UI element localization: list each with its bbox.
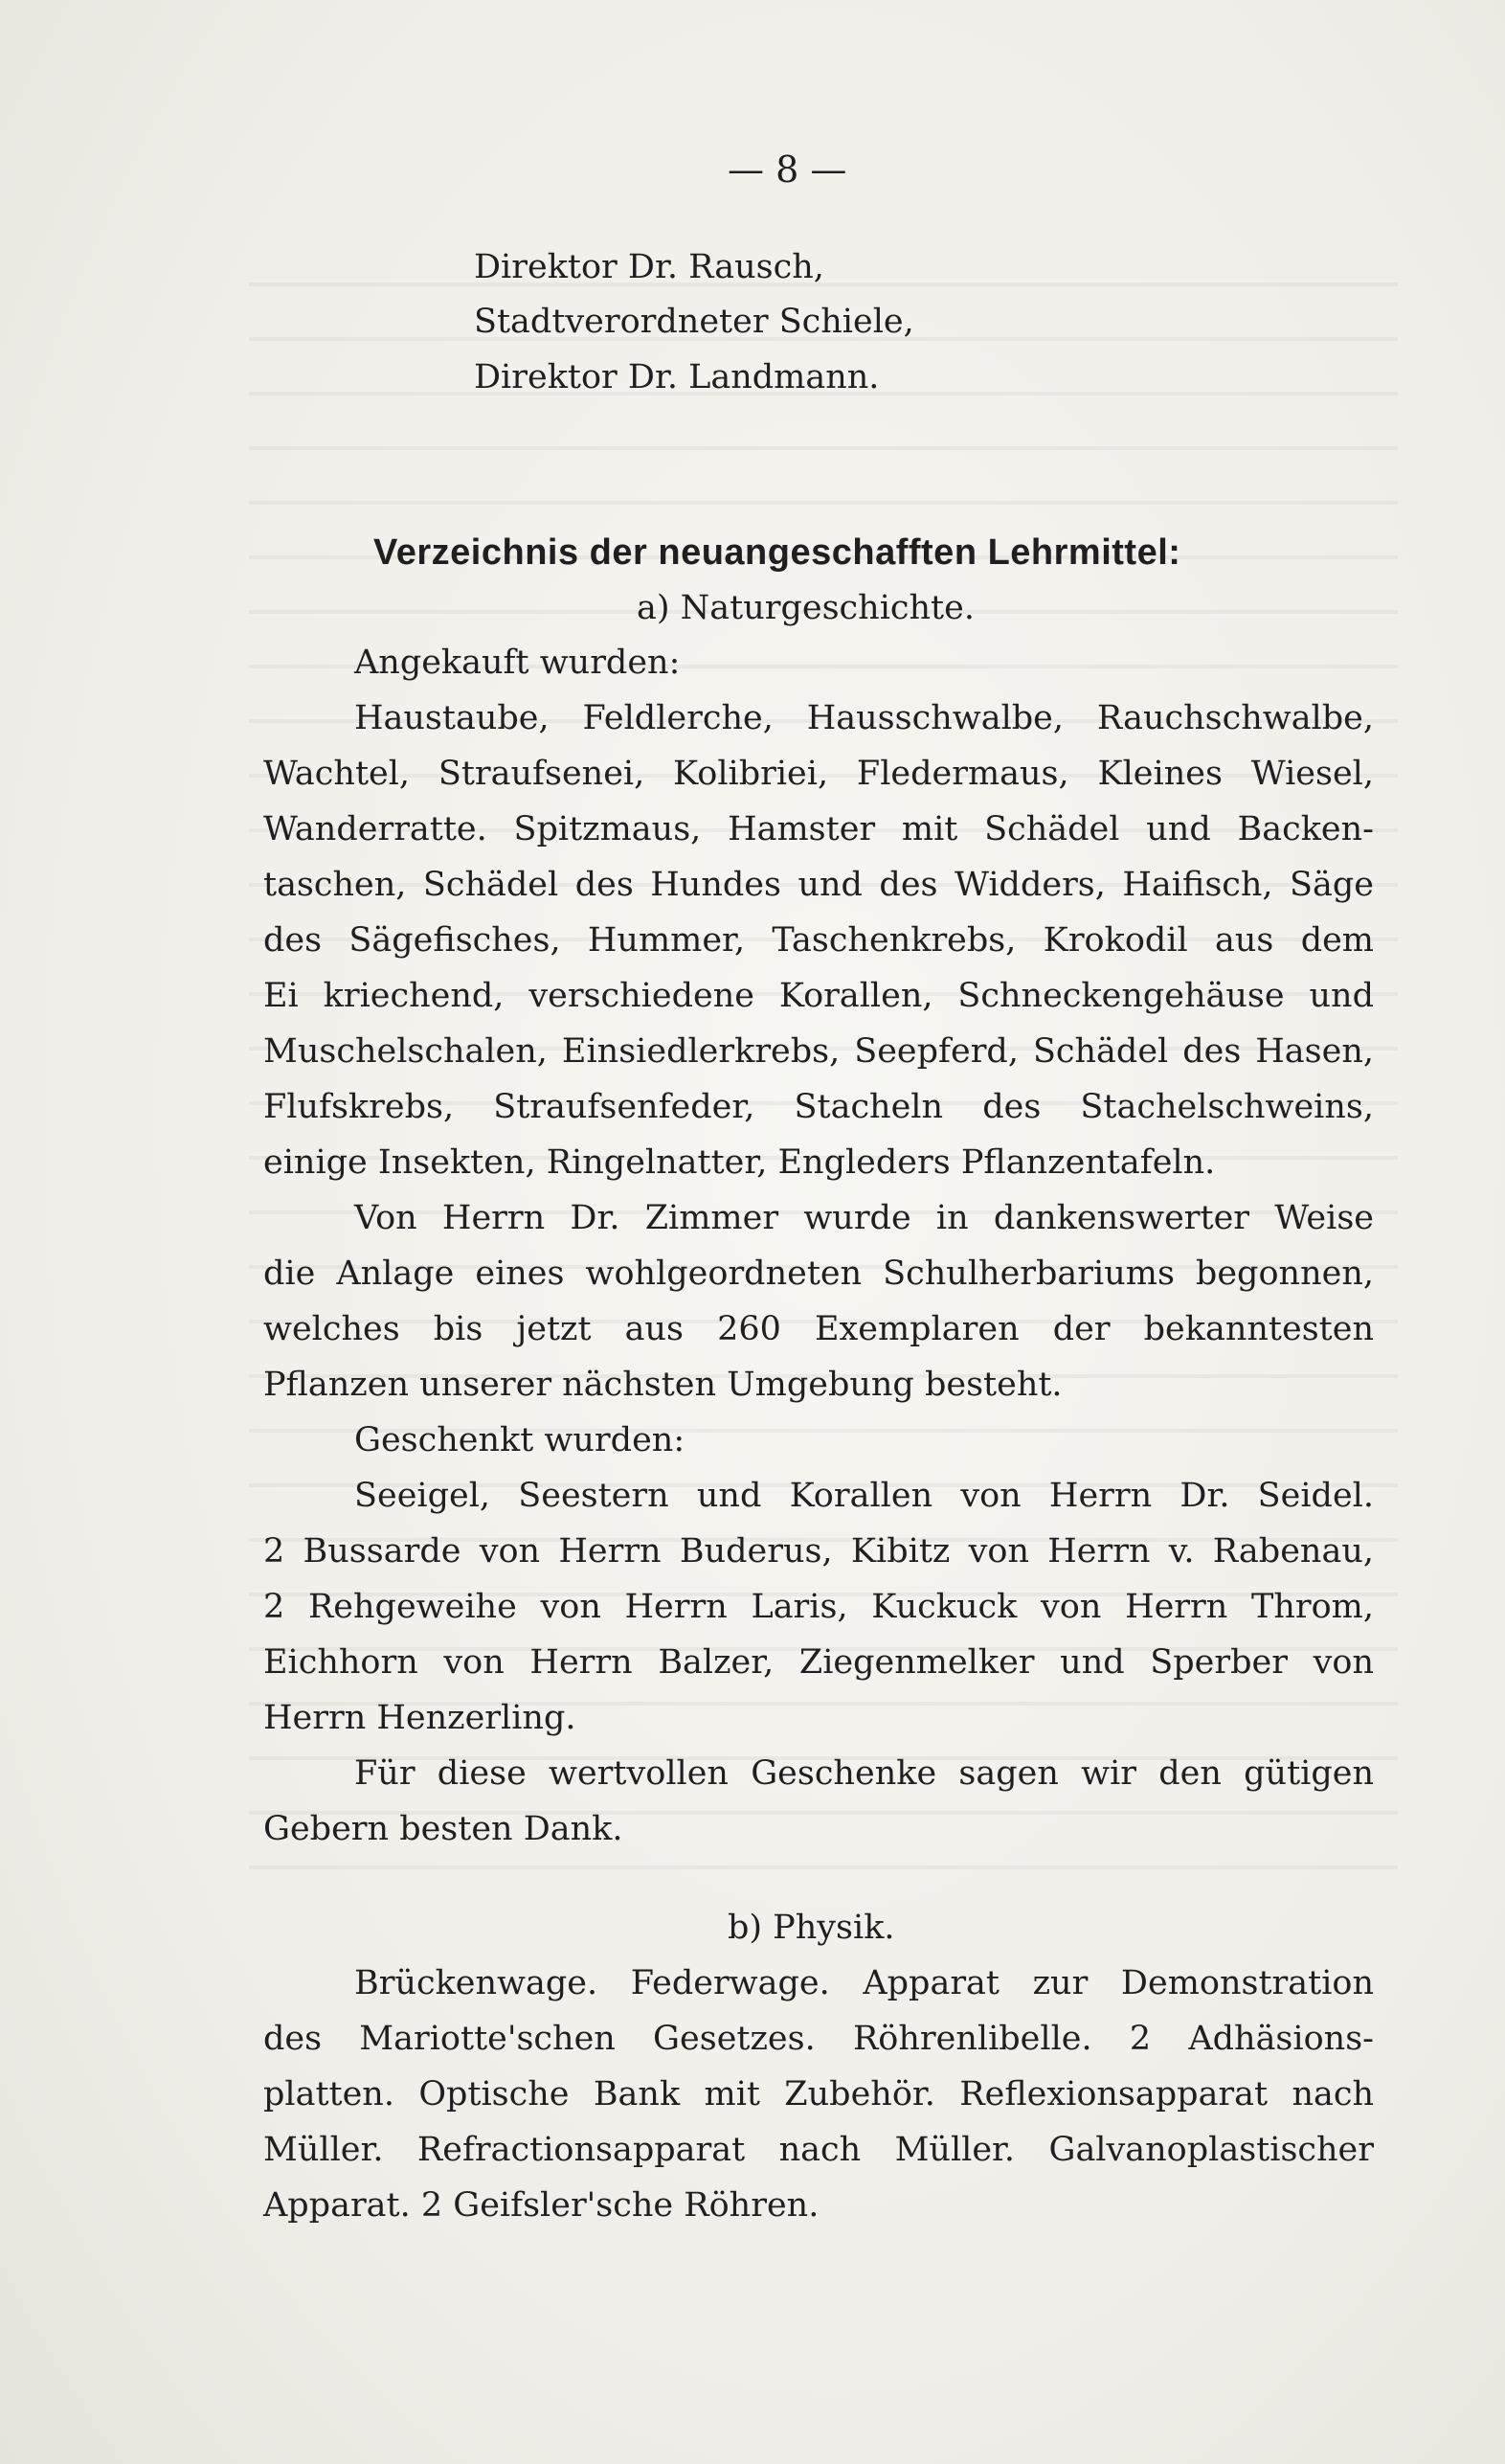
- physics-line: Apparat. 2 Geifsler'sche Röhren.: [263, 2186, 820, 2225]
- donated-line: Eichhorn von Herrn Balzer, Ziegenmelker und Sperber von: [263, 1643, 1374, 1682]
- purchased-line: Wachtel, Straufsenei, Kolibriei, Fledermaus, Kleines Wiesel,: [263, 755, 1374, 793]
- physics-line: platten. Optische Bank mit Zubehör. Reflexionsapparat nach: [263, 2075, 1374, 2114]
- subsection-a-heading: a) Naturgeschichte.: [637, 589, 975, 627]
- physics-line: Müller. Refractionsapparat nach Müller. Galvanoplastischer: [263, 2131, 1374, 2169]
- signatory-line: Direktor Dr. Landmann.: [474, 358, 880, 396]
- purchased-line: taschen, Schädel des Hundes und des Widders, Haifisch, Säge: [263, 866, 1374, 904]
- purchased-line: des Sägefisches, Hummer, Taschenkrebs, Krokodil aus dem: [263, 921, 1374, 960]
- signatory-line: Stadtverordneter Schiele,: [474, 303, 914, 341]
- herbarium-line: die Anlage eines wohlgeordneten Schulherbariums begonnen,: [263, 1255, 1374, 1293]
- donated-line: Herrn Henzerling.: [263, 1699, 576, 1737]
- thanks-line: Für diese wertvollen Geschenke sagen wir den gütigen: [354, 1754, 1374, 1793]
- herbarium-line: welches bis jetzt aus 260 Exemplaren der bekanntesten: [263, 1310, 1374, 1348]
- purchased-line: Muschelschalen, Einsiedlerkrebs, Seepferd, Schädel des Hasen,: [263, 1032, 1374, 1071]
- donated-line: 2 Rehgeweihe von Herrn Laris, Kuckuck von Herrn Throm,: [263, 1588, 1374, 1626]
- donated-label: Geschenkt wurden:: [354, 1421, 685, 1459]
- purchased-label: Angekauft wurden:: [354, 644, 681, 682]
- page-number: — 8 —: [728, 148, 847, 191]
- herbarium-line: Pflanzen unserer nächsten Umgebung besteht.: [263, 1366, 1063, 1404]
- herbarium-line: Von Herrn Dr. Zimmer wurde in dankenswerter Weise: [354, 1199, 1374, 1237]
- donated-line: Seeigel, Seestern und Korallen von Herrn Dr. Seidel.: [354, 1477, 1374, 1515]
- thanks-line: Gebern besten Dank.: [263, 1810, 623, 1848]
- purchased-line: Flufskrebs, Straufsenfeder, Stacheln des Stachelschweins,: [263, 1088, 1374, 1126]
- section-title: Verzeichnis der neuangeschafften Lehrmittel:: [373, 532, 1181, 573]
- purchased-line: Ei kriechend, verschiedene Korallen, Schneckengehäuse und: [263, 977, 1374, 1015]
- physics-line: Brückenwage. Federwage. Apparat zur Demonstration: [354, 1964, 1374, 2002]
- purchased-line: Wanderratte. Spitzmaus, Hamster mit Schädel und Backen-: [263, 810, 1374, 848]
- physics-line: des Mariotte'schen Gesetzes. Röhrenlibelle. 2 Adhäsions-: [263, 2020, 1374, 2058]
- subsection-b-heading: b) Physik.: [728, 1909, 895, 1947]
- purchased-line: einige Insekten, Ringelnatter, Engleders Pflanzentafeln.: [263, 1143, 1216, 1182]
- donated-line: 2 Bussarde von Herrn Buderus, Kibitz von Herrn v. Rabenau,: [263, 1532, 1374, 1571]
- signatory-line: Direktor Dr. Rausch,: [474, 248, 824, 286]
- purchased-line: Haustaube, Feldlerche, Hausschwalbe, Rauchschwalbe,: [354, 699, 1374, 737]
